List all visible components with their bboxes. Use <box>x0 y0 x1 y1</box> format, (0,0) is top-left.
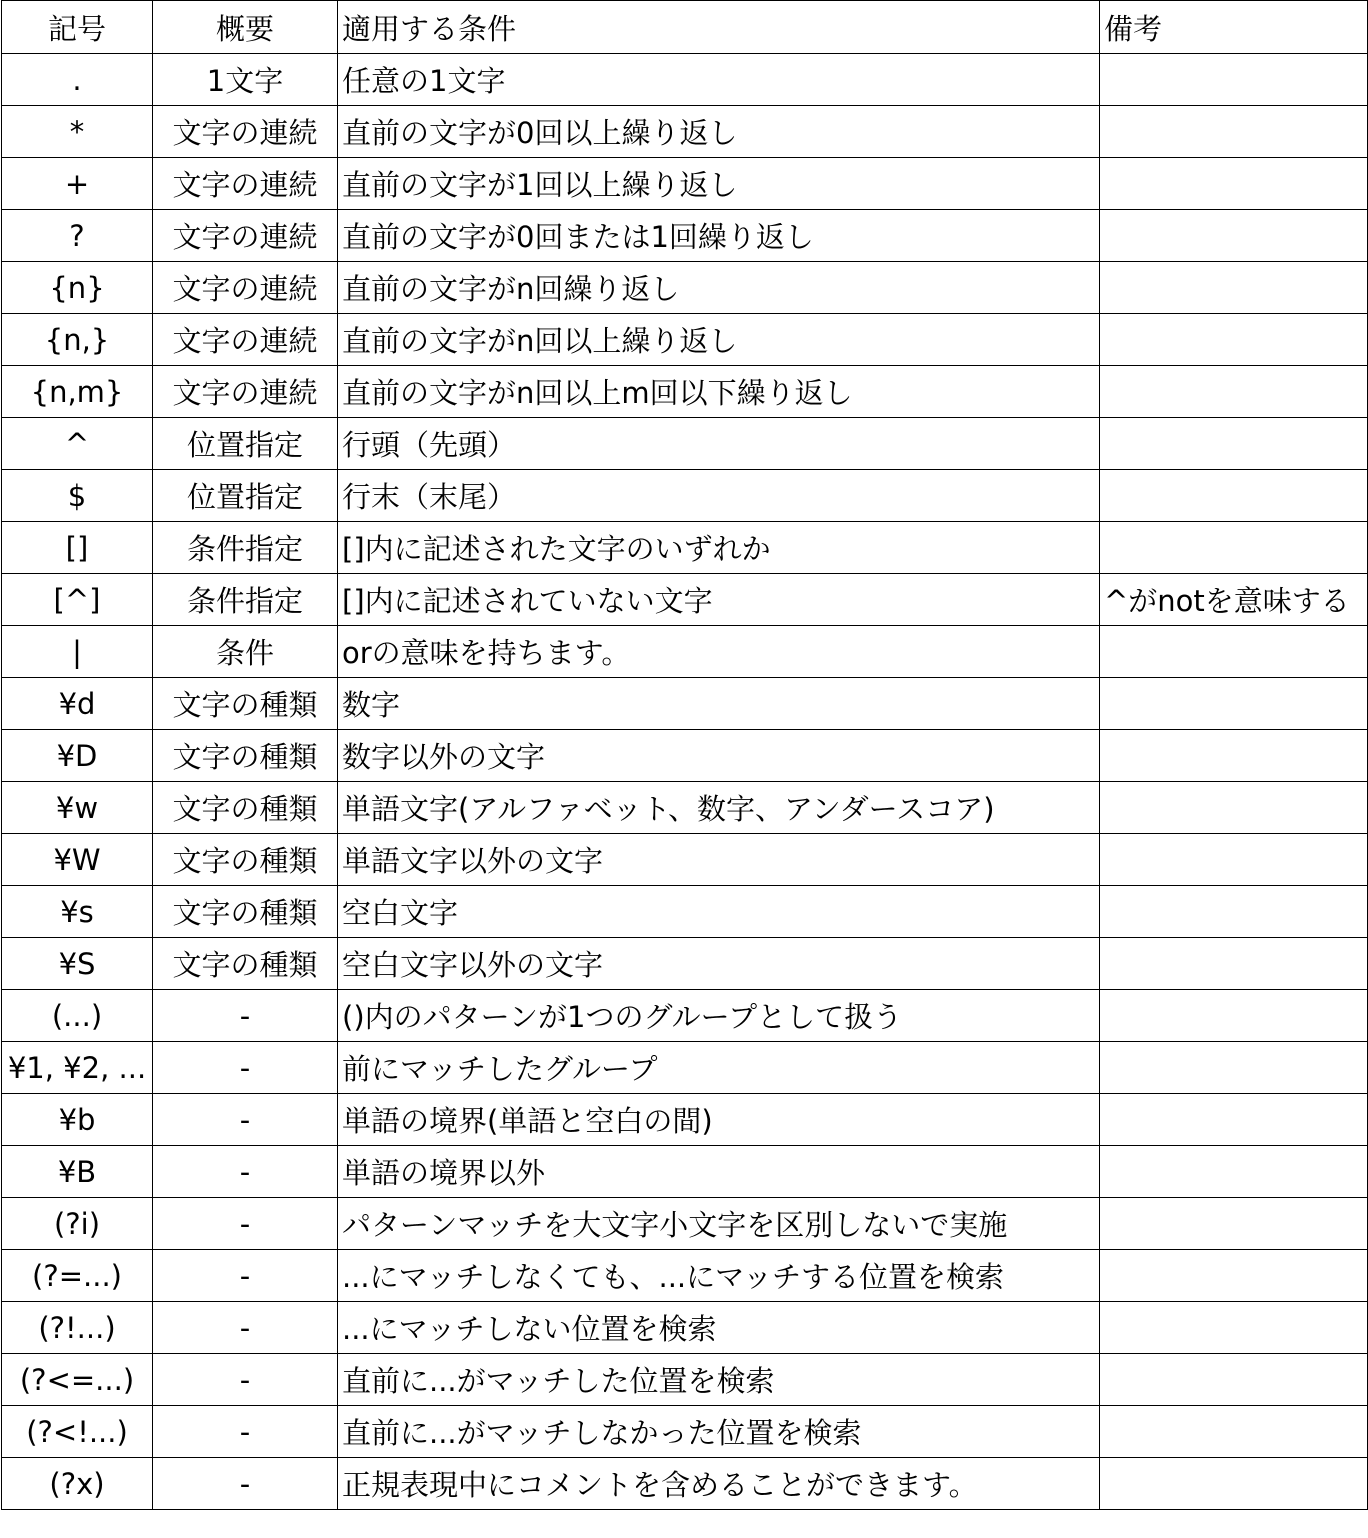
cell-note <box>1100 262 1368 314</box>
cell-note <box>1100 106 1368 158</box>
table-row <box>2 834 1368 886</box>
cell-note <box>1100 158 1368 210</box>
cell-symbol: | <box>2 626 153 678</box>
cell-condition: []内に記述された文字のいずれか <box>338 522 1100 574</box>
table-row <box>2 782 1368 834</box>
cell-symbol: ¥S <box>2 938 153 990</box>
table-header-row <box>2 1 1368 54</box>
cell-summary: 文字の連続 <box>153 210 338 262</box>
cell-symbol: ¥1, ¥2, ... <box>2 1042 153 1094</box>
table-body <box>2 54 1368 1510</box>
cell-condition: 空白文字以外の文字 <box>338 938 1100 990</box>
cell-summary: 文字の連続 <box>153 314 338 366</box>
cell-note <box>1100 1042 1368 1094</box>
cell-condition: 直前の文字が0回以上繰り返し <box>338 106 1100 158</box>
cell-condition: 任意の1文字 <box>338 54 1100 106</box>
cell-symbol: * <box>2 106 153 158</box>
table-row <box>2 678 1368 730</box>
cell-note <box>1100 1354 1368 1406</box>
header-note: 備考 <box>1100 1 1368 54</box>
cell-summary: 文字の連続 <box>153 366 338 418</box>
cell-summary: 文字の種類 <box>153 938 338 990</box>
cell-symbol: {n,} <box>2 314 153 366</box>
cell-note <box>1100 1146 1368 1198</box>
cell-summary: - <box>153 1458 338 1510</box>
table-row <box>2 990 1368 1042</box>
cell-symbol: ^ <box>2 418 153 470</box>
cell-symbol: {n,m} <box>2 366 153 418</box>
header-condition: 適用する条件 <box>338 1 1100 54</box>
cell-summary: - <box>153 1042 338 1094</box>
table-row <box>2 314 1368 366</box>
cell-condition: 単語の境界(単語と空白の間) <box>338 1094 1100 1146</box>
cell-condition: 直前の文字が1回以上繰り返し <box>338 158 1100 210</box>
cell-symbol: [] <box>2 522 153 574</box>
cell-summary: - <box>153 1198 338 1250</box>
cell-note <box>1100 1458 1368 1510</box>
cell-summary: 位置指定 <box>153 418 338 470</box>
cell-symbol: ¥w <box>2 782 153 834</box>
cell-summary: - <box>153 1302 338 1354</box>
cell-note <box>1100 782 1368 834</box>
cell-summary: - <box>153 1354 338 1406</box>
cell-condition: 正規表現中にコメントを含めることができます。 <box>338 1458 1100 1510</box>
cell-condition: 直前に...がマッチした位置を検索 <box>338 1354 1100 1406</box>
cell-condition: []内に記述されていない文字 <box>338 574 1100 626</box>
cell-symbol: . <box>2 54 153 106</box>
cell-symbol: + <box>2 158 153 210</box>
cell-summary: 条件指定 <box>153 522 338 574</box>
cell-summary: - <box>153 1146 338 1198</box>
cell-condition: 直前の文字がn回以上繰り返し <box>338 314 1100 366</box>
table-row <box>2 1042 1368 1094</box>
cell-summary: 文字の種類 <box>153 678 338 730</box>
cell-summary: 文字の種類 <box>153 730 338 782</box>
cell-condition: 前にマッチしたグループ <box>338 1042 1100 1094</box>
cell-note <box>1100 54 1368 106</box>
cell-symbol: (?i) <box>2 1198 153 1250</box>
cell-summary: 位置指定 <box>153 470 338 522</box>
cell-symbol: (?<=...) <box>2 1354 153 1406</box>
cell-symbol: ¥D <box>2 730 153 782</box>
cell-note <box>1100 1198 1368 1250</box>
table-row <box>2 262 1368 314</box>
table-row <box>2 1198 1368 1250</box>
table-row <box>2 158 1368 210</box>
cell-note <box>1100 470 1368 522</box>
cell-summary: 文字の連続 <box>153 262 338 314</box>
cell-note <box>1100 522 1368 574</box>
table-row <box>2 574 1368 626</box>
cell-note <box>1100 678 1368 730</box>
table-row <box>2 1302 1368 1354</box>
cell-note <box>1100 938 1368 990</box>
cell-condition: orの意味を持ちます。 <box>338 626 1100 678</box>
cell-symbol: (...) <box>2 990 153 1042</box>
cell-symbol: ¥d <box>2 678 153 730</box>
cell-symbol: (?!...) <box>2 1302 153 1354</box>
cell-condition: 直前の文字が0回または1回繰り返し <box>338 210 1100 262</box>
table-row <box>2 1146 1368 1198</box>
cell-symbol: (?=...) <box>2 1250 153 1302</box>
cell-summary: 文字の連続 <box>153 106 338 158</box>
cell-symbol: ¥W <box>2 834 153 886</box>
table-row <box>2 366 1368 418</box>
cell-note: ^がnotを意味する <box>1100 574 1368 626</box>
cell-condition: パターンマッチを大文字小文字を区別しないで実施 <box>338 1198 1100 1250</box>
cell-symbol: {n} <box>2 262 153 314</box>
cell-summary: - <box>153 1406 338 1458</box>
table-row <box>2 54 1368 106</box>
cell-note <box>1100 1406 1368 1458</box>
cell-condition: 単語文字以外の文字 <box>338 834 1100 886</box>
cell-condition: 単語の境界以外 <box>338 1146 1100 1198</box>
table-row <box>2 938 1368 990</box>
header-summary: 概要 <box>153 1 338 54</box>
cell-symbol: $ <box>2 470 153 522</box>
cell-condition: ...にマッチしなくても、...にマッチする位置を検索 <box>338 1250 1100 1302</box>
table-row <box>2 730 1368 782</box>
cell-summary: 文字の連続 <box>153 158 338 210</box>
cell-condition: 数字 <box>338 678 1100 730</box>
cell-note <box>1100 886 1368 938</box>
cell-symbol: (?<!...) <box>2 1406 153 1458</box>
cell-symbol: [^] <box>2 574 153 626</box>
cell-symbol: ? <box>2 210 153 262</box>
cell-condition: 単語文字(アルファベット、数字、アンダースコア) <box>338 782 1100 834</box>
cell-note <box>1100 626 1368 678</box>
table-row <box>2 1458 1368 1510</box>
cell-condition: 数字以外の文字 <box>338 730 1100 782</box>
cell-condition: ()内のパターンが1つのグループとして扱う <box>338 990 1100 1042</box>
cell-condition: 行頭（先頭） <box>338 418 1100 470</box>
cell-note <box>1100 1250 1368 1302</box>
cell-note <box>1100 366 1368 418</box>
cell-summary: 条件 <box>153 626 338 678</box>
cell-summary: 1文字 <box>153 54 338 106</box>
cell-summary: 文字の種類 <box>153 834 338 886</box>
table-row <box>2 1094 1368 1146</box>
cell-condition: 直前の文字がn回繰り返し <box>338 262 1100 314</box>
table-row <box>2 210 1368 262</box>
table-row <box>2 418 1368 470</box>
cell-note <box>1100 990 1368 1042</box>
cell-symbol: ¥B <box>2 1146 153 1198</box>
cell-summary: 文字の種類 <box>153 886 338 938</box>
header-symbol: 記号 <box>2 1 153 54</box>
table-row <box>2 470 1368 522</box>
cell-symbol: ¥b <box>2 1094 153 1146</box>
cell-summary: 文字の種類 <box>153 782 338 834</box>
cell-summary: - <box>153 1250 338 1302</box>
cell-note <box>1100 418 1368 470</box>
cell-summary: 条件指定 <box>153 574 338 626</box>
cell-condition: 行末（末尾） <box>338 470 1100 522</box>
cell-note <box>1100 730 1368 782</box>
cell-note <box>1100 834 1368 886</box>
table-row <box>2 886 1368 938</box>
table-row <box>2 1354 1368 1406</box>
cell-summary: - <box>153 990 338 1042</box>
cell-symbol: (?x) <box>2 1458 153 1510</box>
cell-note <box>1100 1094 1368 1146</box>
table-row <box>2 106 1368 158</box>
cell-condition: ...にマッチしない位置を検索 <box>338 1302 1100 1354</box>
cell-condition: 空白文字 <box>338 886 1100 938</box>
cell-condition: 直前に...がマッチしなかった位置を検索 <box>338 1406 1100 1458</box>
table-row <box>2 1250 1368 1302</box>
cell-symbol: ¥s <box>2 886 153 938</box>
cell-summary: - <box>153 1094 338 1146</box>
table-row <box>2 626 1368 678</box>
cell-condition: 直前の文字がn回以上m回以下繰り返し <box>338 366 1100 418</box>
table-row <box>2 1406 1368 1458</box>
cell-note <box>1100 210 1368 262</box>
regex-reference-table <box>1 0 1368 1510</box>
cell-note <box>1100 314 1368 366</box>
cell-note <box>1100 1302 1368 1354</box>
table-row <box>2 522 1368 574</box>
